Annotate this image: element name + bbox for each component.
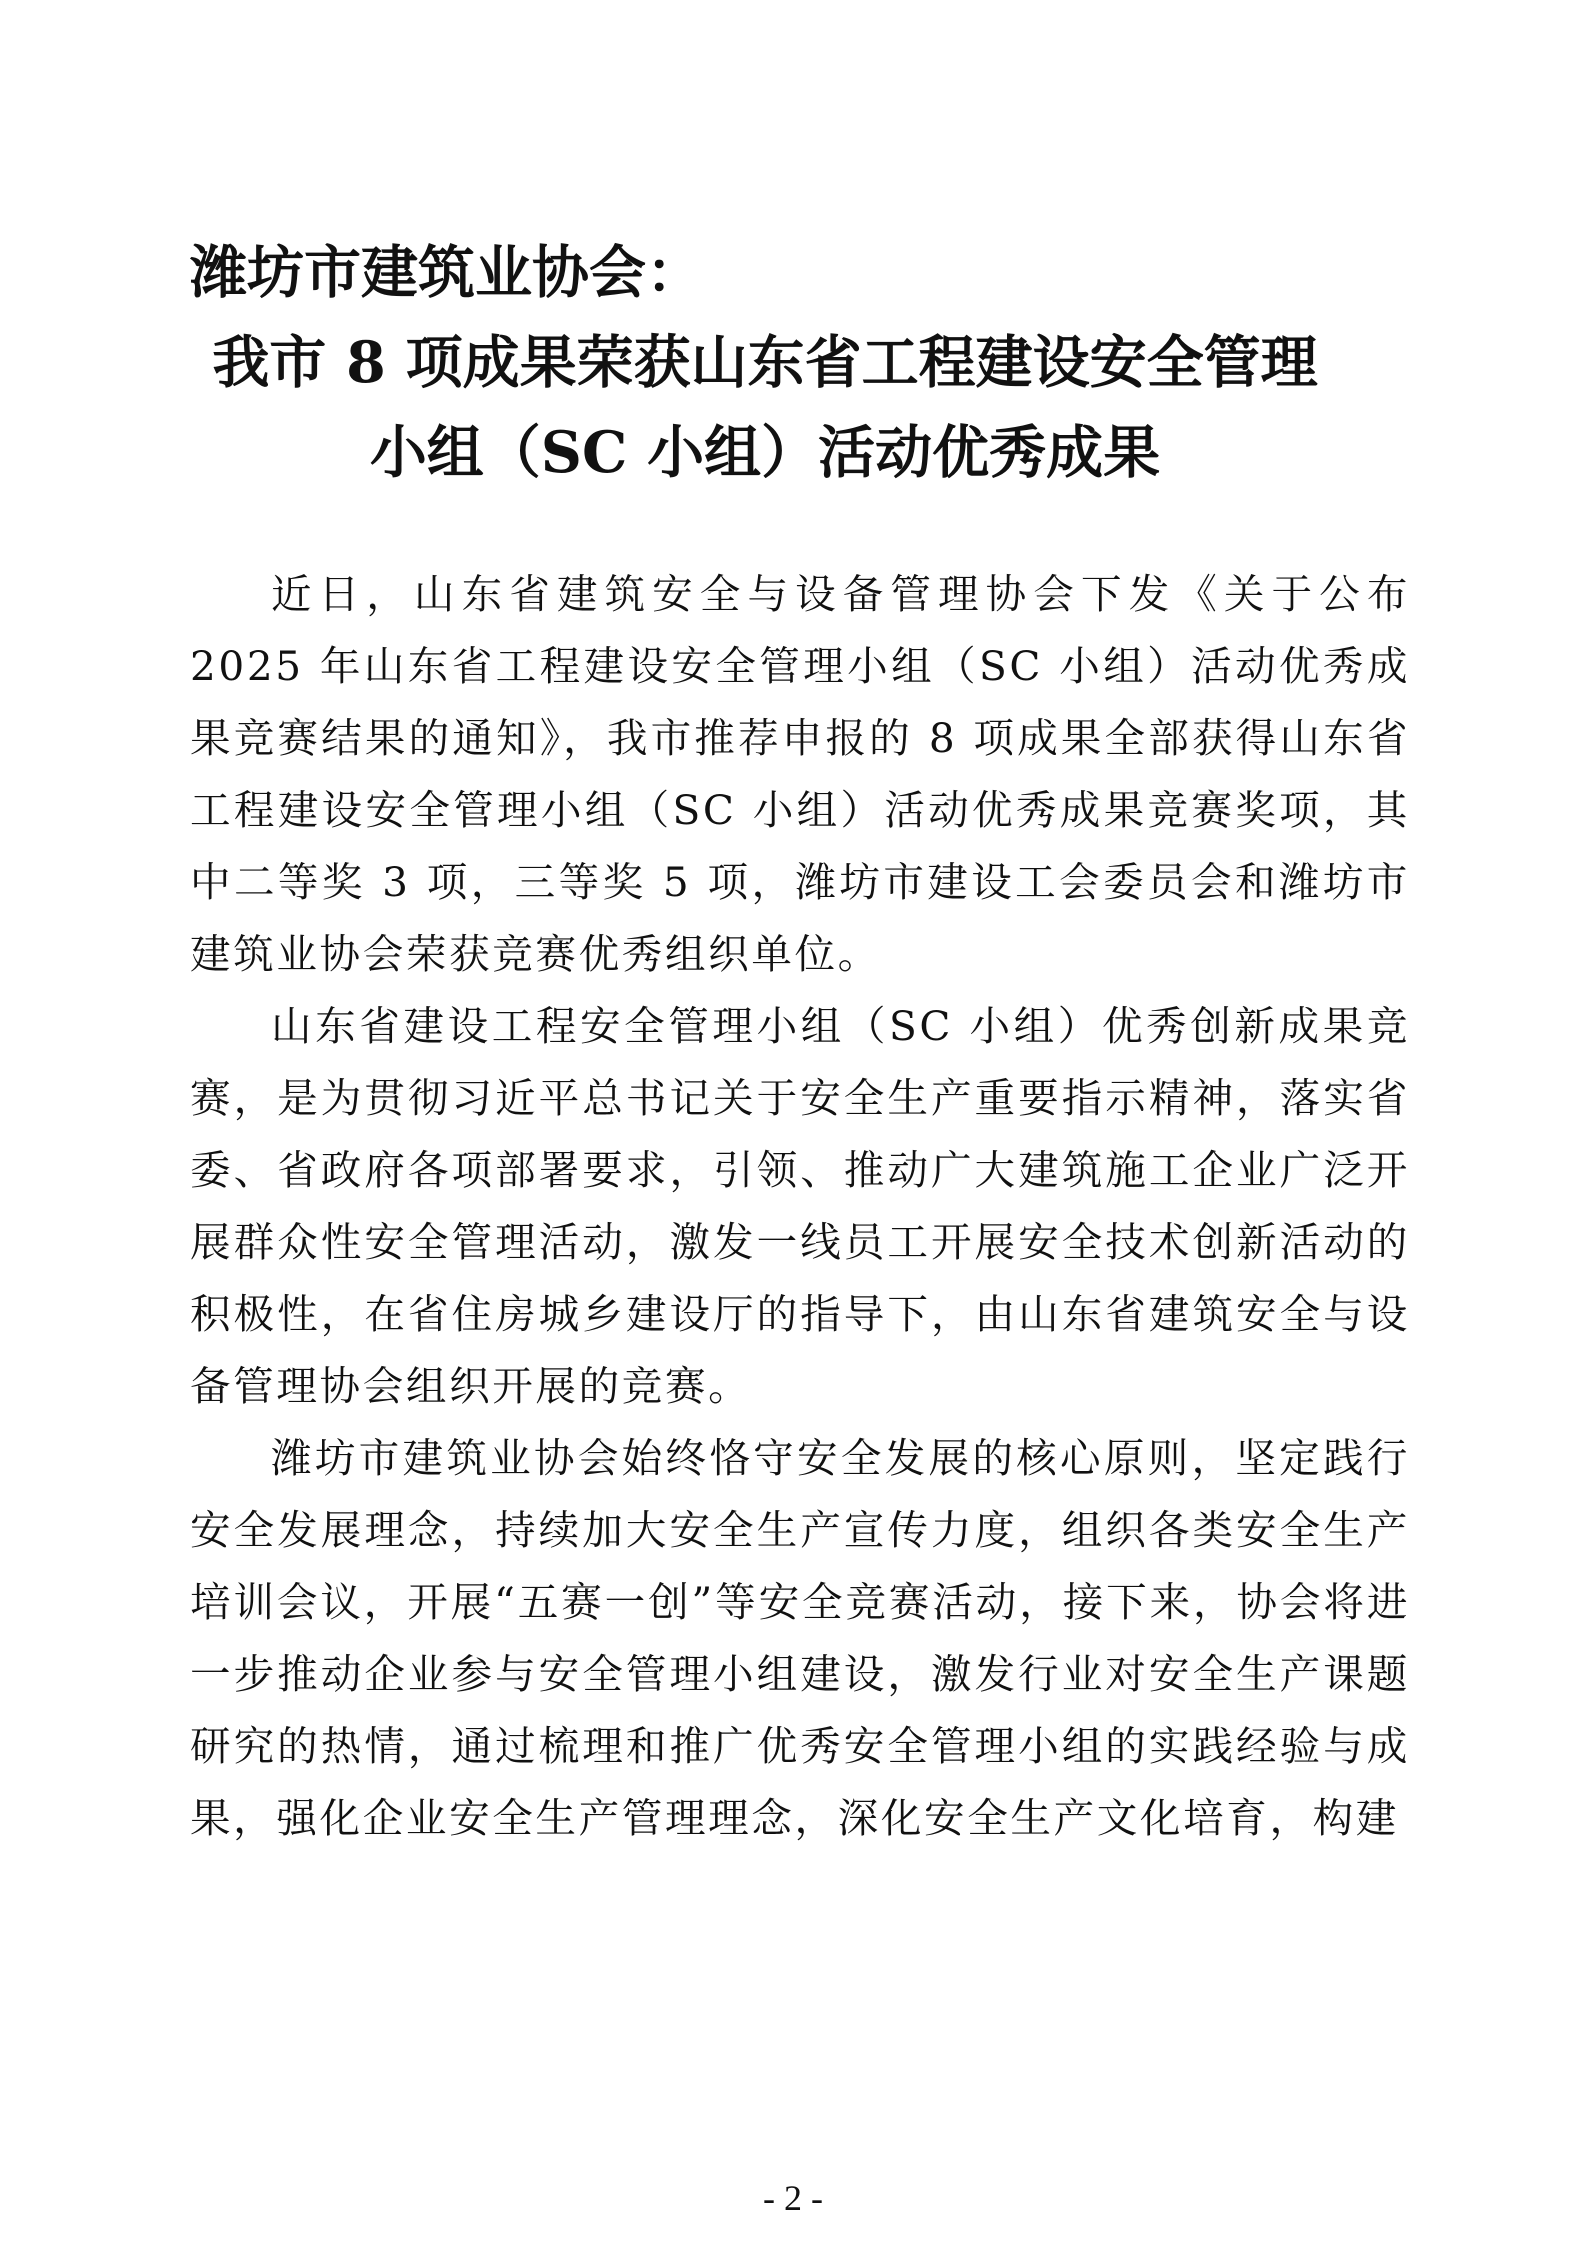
title-line-1: 潍坊市建筑业协会： [190, 239, 703, 306]
article-title [190, 228, 1400, 498]
paragraph-3: 潍坊市建筑业协会始终恪守安全发展的核心原则，坚定践行安全发展理念，持续加大安全生产宣传力度，组织各类安全生产培训会议，开展“五赛一创”等安全竞赛活动，接下来，协会将进一步推动企业参与安全管理小组建设，激发行业对安全生产课题研究的热情，通过梳理和推广优秀安全管理小组的实践经验与成果，强化企业安全生产管理理念，深化安全生产文化培育，构建 [190, 1434, 1410, 1842]
title-line-2: 我市 8 项成果荣获山东省工程建设安全管理 [212, 329, 1318, 396]
paragraph-1: 近日，山东省建筑安全与设备管理协会下发《关于公布 2025 年山东省工程建设安全管理小组（SC 小组）活动优秀成果竞赛结果的通知》，我市推荐申报的 8 项成果全部获得山东省工程建设安全管理小组（SC 小组）活动优秀成果竞赛奖项，其中二等奖 3 项，三等奖 5 项，潍坊市建设工会委员会和潍坊市建筑业协会荣获竞赛优秀组织单位。 [190, 570, 1410, 978]
article-body [190, 558, 1410, 1854]
title-line-3: 小组（SC 小组）活动优秀成果 [369, 419, 1161, 486]
page-number: - 2 - [763, 2178, 823, 2218]
paragraph-2: 山东省建设工程安全管理小组（SC 小组）优秀创新成果竞赛，是为贯彻习近平总书记关于安全生产重要指示精神，落实省委、省政府各项部署要求，引领、推动广大建筑施工企业广泛开展群众性安全管理活动，激发一线员工开展安全技术创新活动的积极性，在省住房城乡建设厅的指导下，由山东省建筑安全与设备管理协会组织开展的竞赛。 [190, 1002, 1410, 1410]
